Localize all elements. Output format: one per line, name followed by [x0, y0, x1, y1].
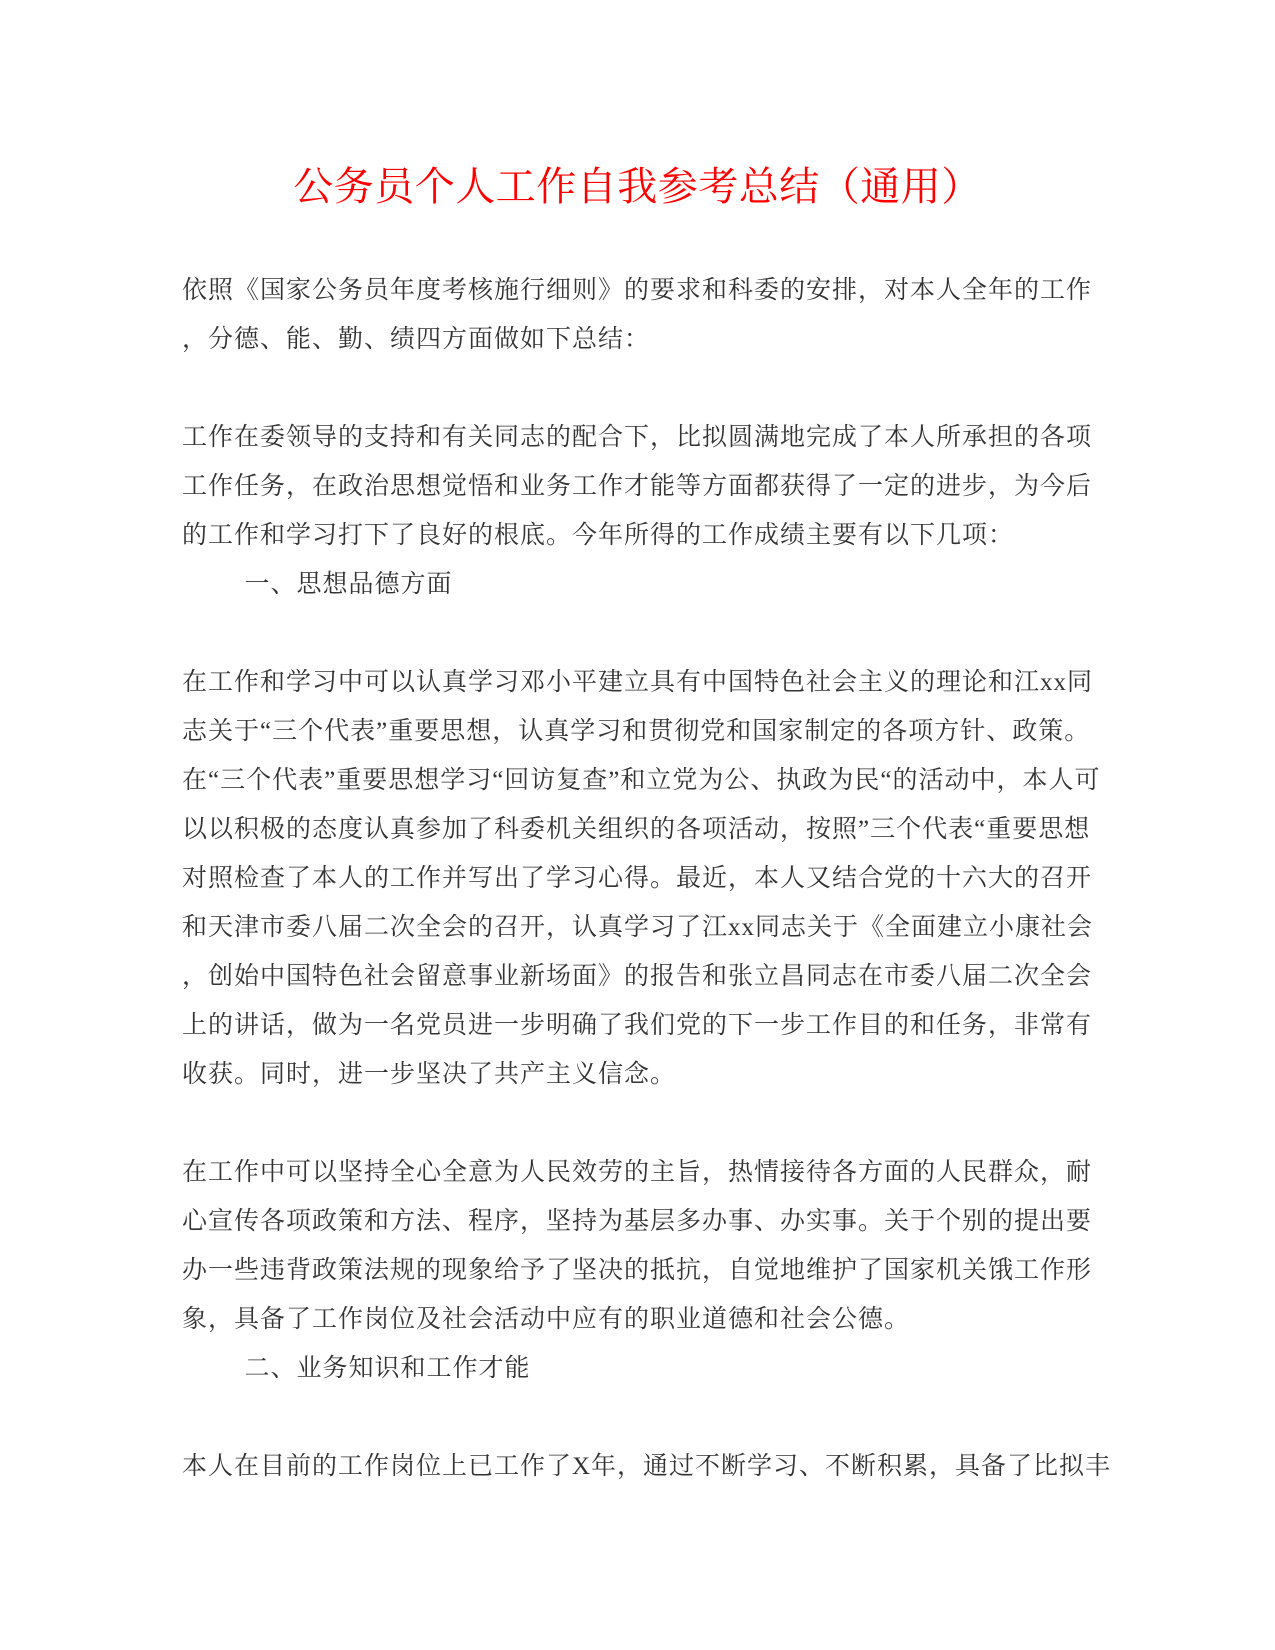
text-line: 办一些违背政策法规的现象给予了坚决的抵抗，自觉地维护了国家机关饿工作形	[182, 1257, 1093, 1284]
section-heading: 一、思想品德方面	[244, 571, 453, 598]
document-title: 公务员个人工作自我参考总结（通用）	[293, 164, 982, 209]
text-line: 在“三个代表”重要思想学习“回访复查”和立党为公、执政为民“的活动中，本人可	[182, 767, 1101, 794]
text-line: 上的讲话，做为一名党员进一步明确了我们党的下一步工作目的和任务，非常有	[182, 1012, 1093, 1039]
paragraph	[182, 658, 1101, 1099]
paragraph	[182, 1442, 1112, 1491]
document-content	[0, 158, 1275, 1491]
text-line: 工作在委领导的支持和有关同志的配合下，比拟圆满地完成了本人所承担的各项	[182, 424, 1093, 451]
blank-line	[182, 364, 1093, 413]
paragraph	[182, 413, 1093, 560]
text-line: ，创始中国特色社会留意事业新场面》的报告和张立昌同志在市委八届二次全会	[182, 963, 1093, 990]
paragraph	[182, 266, 1093, 364]
text-line: 心宣传各项政策和方法、程序，坚持为基层多办事、办实事。关于个别的提出要	[182, 1208, 1093, 1235]
text-line: 的工作和学习打下了良好的根底。今年所得的工作成绩主要有以下几项：	[182, 522, 1015, 549]
text-line: 在工作中可以坚持全心全意为人民效劳的主旨，热情接待各方面的人民群众，耐	[182, 1159, 1093, 1186]
text-line: ，分德、能、勤、绩四方面做如下总结：	[182, 326, 651, 353]
text-line: 对照检查了本人的工作并写出了学习心得。最近，本人又结合党的十六大的召开	[182, 865, 1093, 892]
document-body	[182, 266, 1112, 1491]
blank-line	[182, 1393, 1093, 1442]
text-line: 收获。同时，进一步坚决了共产主义信念。	[182, 1061, 677, 1088]
blank-line	[182, 1099, 1093, 1148]
text-line: 志关于“三个代表”重要思想，认真学习和贯彻党和国家制定的各项方针、政策。	[182, 718, 1091, 745]
text-line: 本人在目前的工作岗位上已工作了X年，通过不断学习、不断积累，具备了比拟丰	[182, 1453, 1112, 1480]
text-line: 依照《国家公务员年度考核施行细则》的要求和科委的安排，对本人全年的工作	[182, 277, 1093, 304]
blank-line	[182, 609, 1093, 658]
section-heading: 二、业务知识和工作才能	[244, 1355, 531, 1382]
text-line: 和天津市委八届二次全会的召开，认真学习了江xx同志关于《全面建立小康社会	[182, 914, 1094, 941]
text-line: 工作任务，在政治思想觉悟和业务工作才能等方面都获得了一定的进步，为今后	[182, 473, 1093, 500]
paragraph	[182, 1148, 1093, 1344]
text-line: 在工作和学习中可以认真学习邓小平建立具有中国特色社会主义的理论和江xx同	[182, 669, 1094, 696]
text-line: 象，具备了工作岗位及社会活动中应有的职业道德和社会公德。	[182, 1306, 911, 1333]
text-line: 以以积极的态度认真参加了科委机关组织的各项活动，按照”三个代表“重要思想	[182, 816, 1091, 843]
